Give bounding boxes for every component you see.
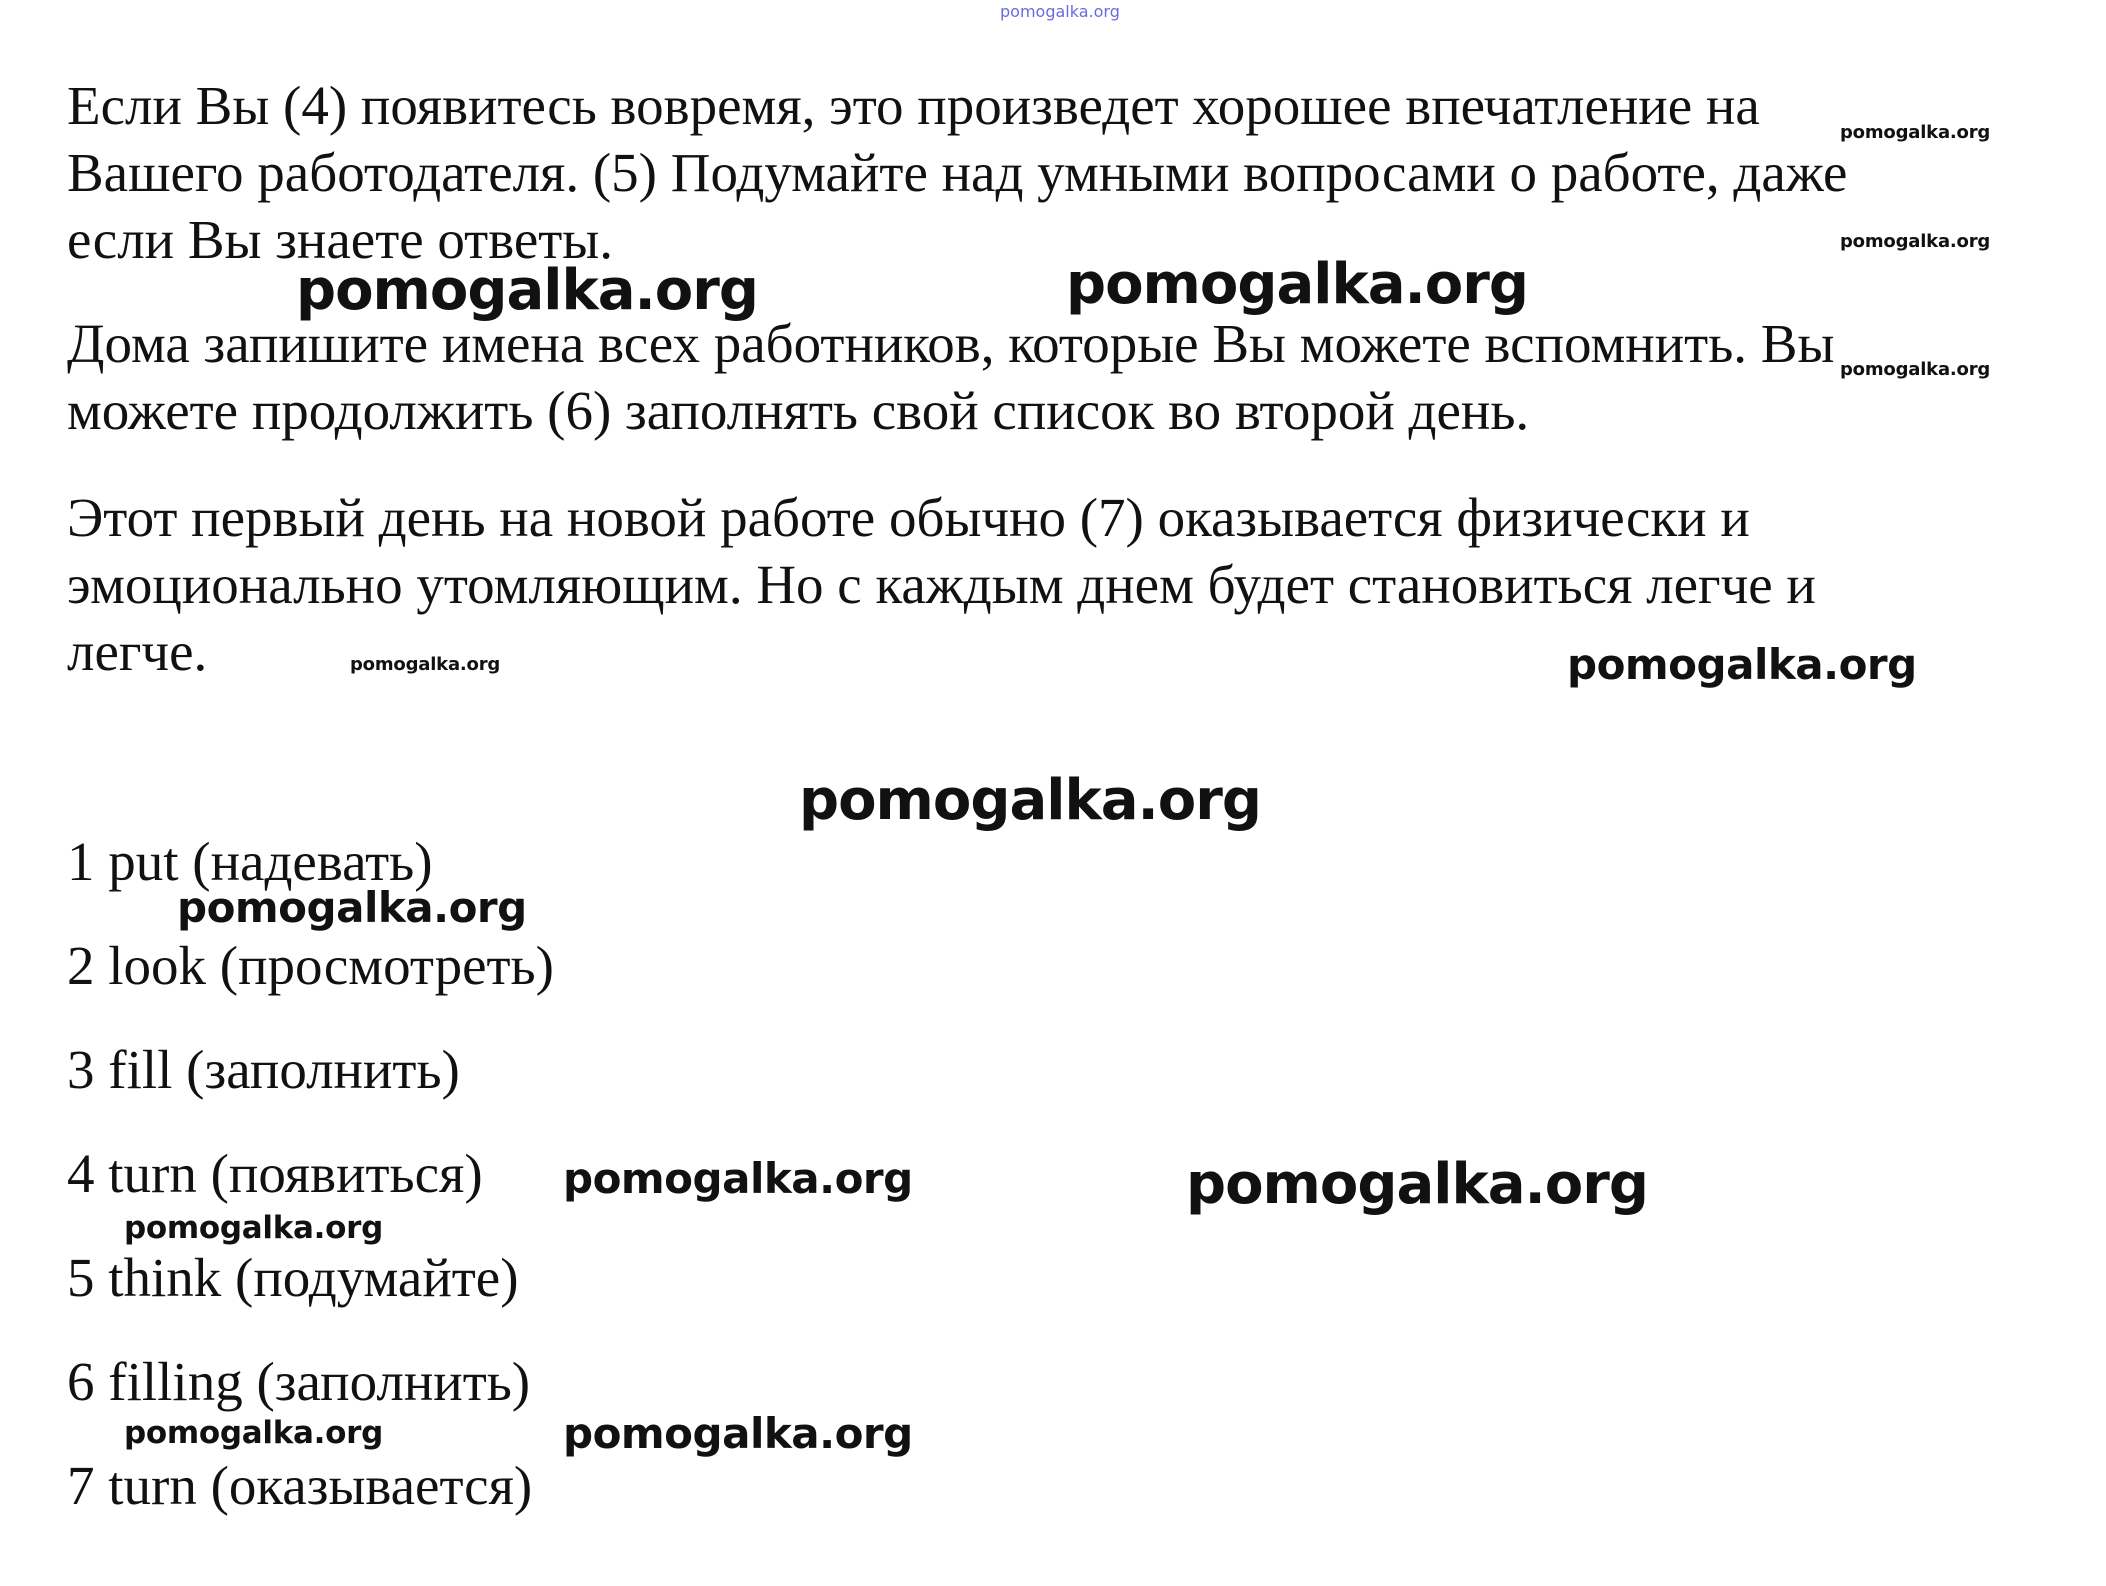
answer-2: 2 look (просмотреть) [67,935,554,996]
paragraph-3-line-1: Этот первый день на новой работе обычно (7) оказывается физически и [67,487,1750,548]
paragraph-1-line-3: если Вы знаете ответы. [67,209,613,270]
watermark: pomogalka.org [799,768,1261,833]
paragraph-2-line-2: можете продолжить (6) заполнять свой список во второй день. [67,380,1530,441]
watermark: pomogalka.org [124,1210,384,1246]
watermark: pomogalka.org [1567,640,1917,689]
watermark: pomogalka.org [124,1415,384,1451]
watermark: pomogalka.org [350,654,501,675]
watermark: pomogalka.org [1840,231,1991,252]
answer-3: 3 fill (заполнить) [67,1039,460,1100]
top-watermark: pomogalka.org [1000,2,1120,21]
watermark: pomogalka.org [563,1409,913,1458]
answer-6: 6 filling (заполнить) [67,1351,531,1412]
watermark: pomogalka.org [1840,359,1991,380]
answer-7: 7 turn (оказывается) [67,1455,533,1516]
paragraph-3-line-3: легче. [67,621,208,682]
answer-5: 5 think (подумайте) [67,1247,519,1308]
paragraph-2-line-1: Дома запишите имена всех работников, которые Вы можете вспомнить. Вы [67,313,1835,374]
watermark: pomogalka.org [296,258,758,323]
watermark: pomogalka.org [1840,122,1991,143]
paragraph-1-line-1: Если Вы (4) появитесь вовремя, это произведет хорошее впечатление на [67,75,1760,136]
watermark: pomogalka.org [177,883,527,932]
answer-1: 1 put (надевать) [67,831,433,892]
watermark: pomogalka.org [1186,1152,1648,1217]
answer-4: 4 turn (появиться) [67,1143,483,1204]
paragraph-2 [67,310,2017,444]
paragraph-3-line-2: эмоционально утомляющим. Но с каждым днем будет становиться легче и [67,554,1816,615]
paragraph-1-line-2: Вашего работодателя. (5) Подумайте над умными вопросами о работе, даже [67,142,1848,203]
watermark: pomogalka.org [563,1154,913,1203]
watermark: pomogalka.org [1066,252,1528,317]
paragraph-1 [67,72,2017,273]
